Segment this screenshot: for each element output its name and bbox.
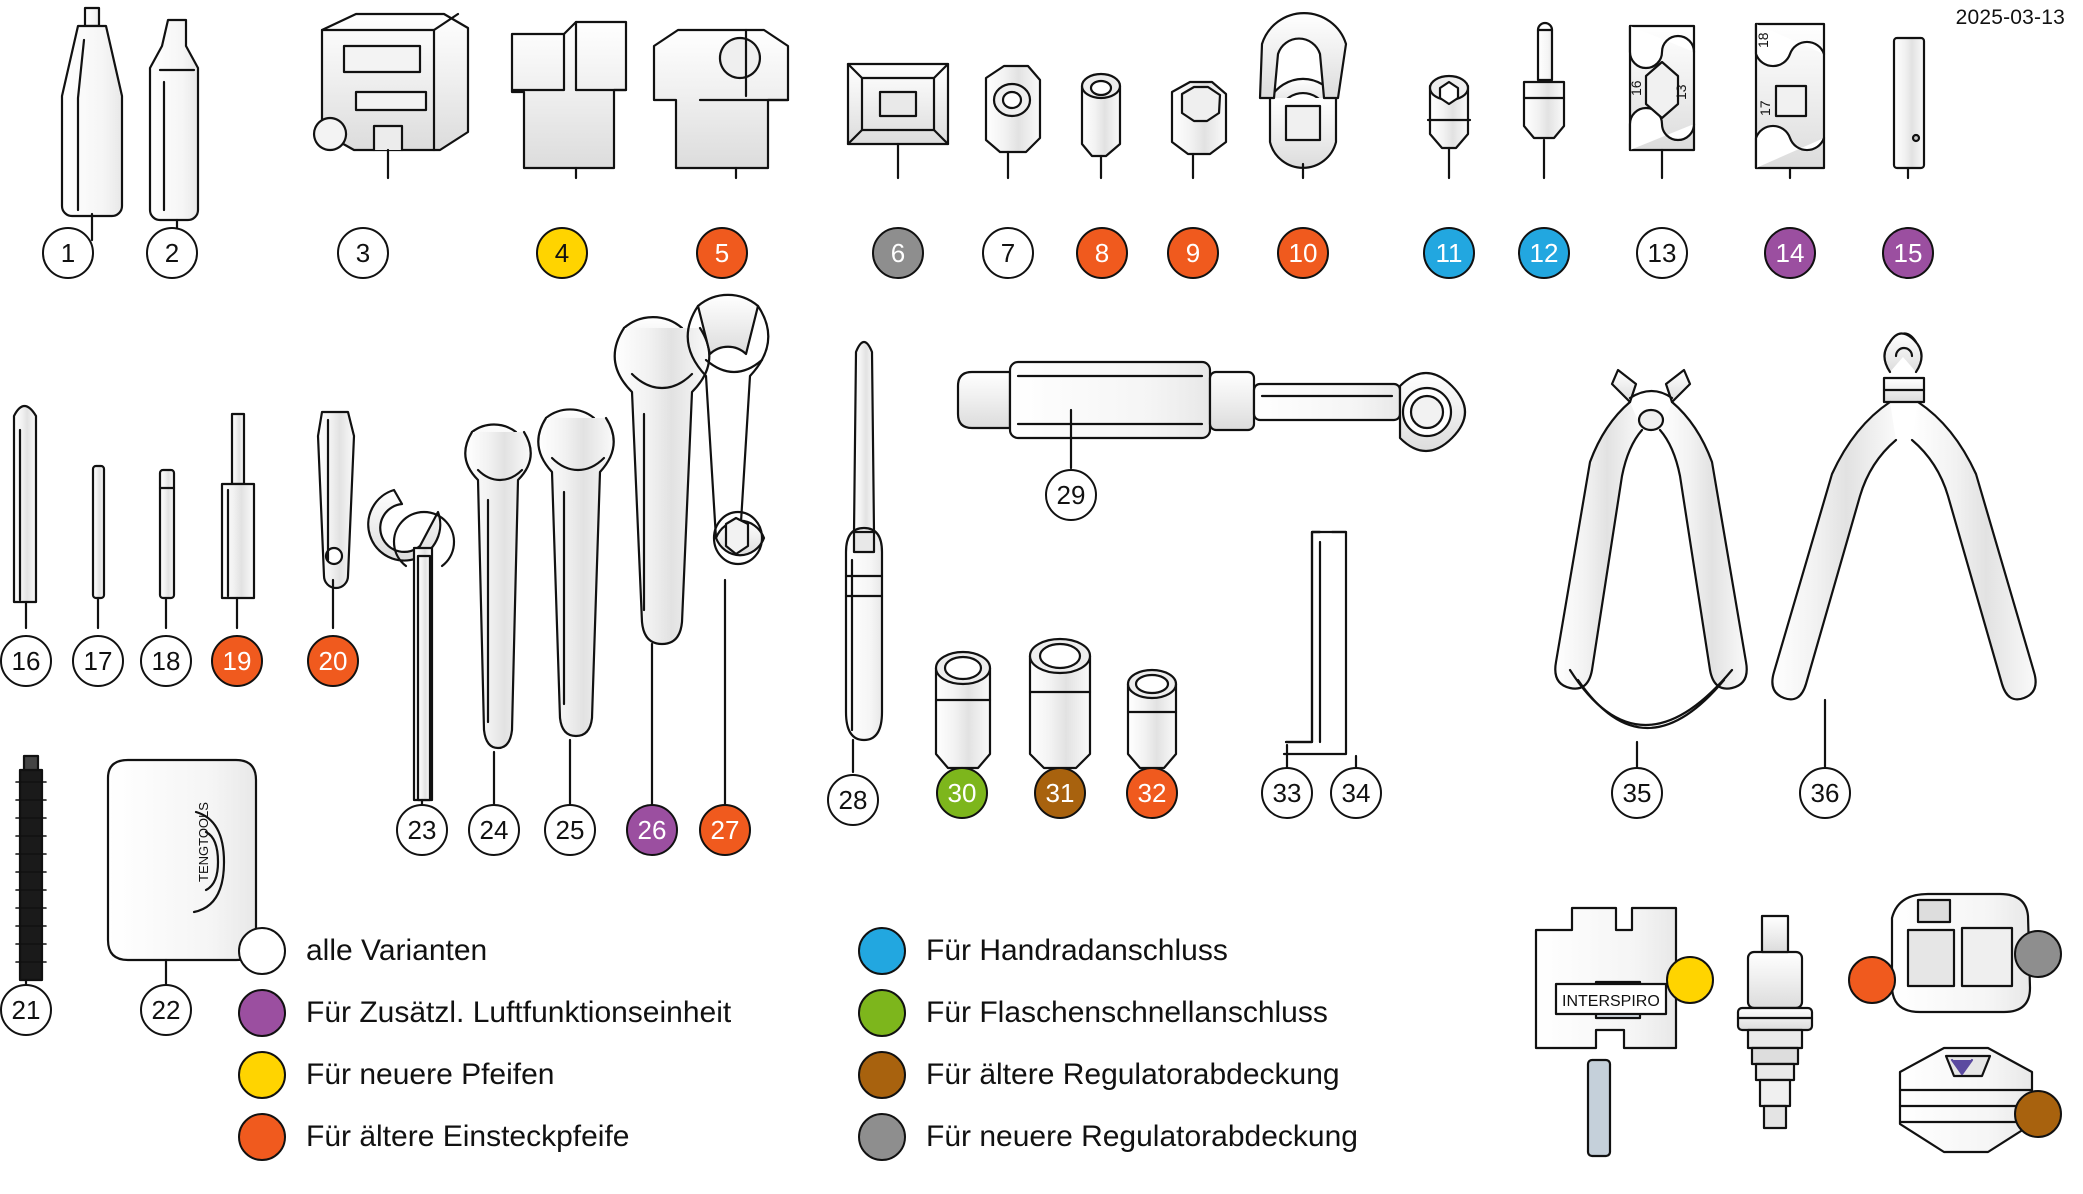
callout-16[interactable]: [0, 635, 52, 687]
callout-number: 21: [11, 994, 41, 1025]
callout-35[interactable]: [1611, 767, 1663, 819]
tool-16-punch: [14, 406, 36, 602]
legend-dot-blue: [858, 927, 906, 975]
callout-number: 24: [479, 814, 509, 845]
callout-number: 29: [1056, 479, 1086, 510]
callout-7[interactable]: [982, 227, 1034, 279]
callout-number: 19: [222, 645, 252, 676]
callout-number: 6: [890, 237, 906, 268]
legend-item-green: [858, 989, 1518, 1037]
tool-33-hex-key: [1286, 532, 1320, 742]
callout-25[interactable]: [544, 804, 596, 856]
callout-5[interactable]: [696, 227, 748, 279]
marker-dot-yellow: [1666, 956, 1714, 1004]
tool-3-bracket: [314, 14, 468, 150]
legend-item-yellow: [238, 1051, 858, 1099]
tool-28-screwdriver: [846, 342, 882, 740]
callout-28[interactable]: [827, 774, 879, 826]
tool-22-pouch: [108, 760, 256, 960]
tool-31-socket: [1030, 639, 1090, 768]
marker-dot-brown: [2014, 1090, 2062, 1138]
callout-number: 5: [714, 237, 730, 268]
tool-18-pin: [160, 470, 174, 598]
tool-29-torque-wrench: [958, 362, 1465, 451]
callout-29[interactable]: [1045, 469, 1097, 521]
tool-21-brush: [16, 756, 46, 980]
legend-label: Für ältere Regulatorabdeckung: [926, 1058, 1340, 1091]
svg-text:16: 16: [1628, 80, 1644, 96]
callout-32[interactable]: [1126, 767, 1178, 819]
tool-23-wrench: [368, 490, 454, 800]
svg-text:17: 17: [1757, 100, 1773, 116]
callout-number: 27: [710, 814, 740, 845]
legend-label: Für neuere Regulatorabdeckung: [926, 1120, 1358, 1153]
callout-1[interactable]: [42, 227, 94, 279]
legend-dot-white: [238, 927, 286, 975]
tool-7-socket: [986, 66, 1040, 152]
tool-12-bit-socket: [1524, 23, 1564, 138]
tool-32-socket: [1128, 670, 1176, 768]
marker-dot-gray: [2014, 930, 2062, 978]
callout-number: 18: [151, 645, 181, 676]
graphic-regulator-cover-new: [1892, 894, 2030, 1012]
legend-label: Für Handradanschluss: [926, 934, 1228, 967]
tool-2-bottle: [150, 20, 198, 220]
callout-15[interactable]: [1882, 227, 1934, 279]
callout-number: 28: [838, 784, 868, 815]
graphic-regulator-cover-old: [1900, 1048, 2032, 1152]
tool-35-strap-pliers: [1555, 370, 1746, 728]
callout-number: 10: [1288, 237, 1318, 268]
legend-dot-yellow: [238, 1051, 286, 1099]
callout-22[interactable]: [140, 984, 192, 1036]
graphic-valve-connector: [1738, 916, 1812, 1128]
callout-number: 36: [1810, 777, 1840, 808]
callout-6[interactable]: [872, 227, 924, 279]
callout-27[interactable]: [699, 804, 751, 856]
callout-23[interactable]: [396, 804, 448, 856]
tool-20-lever: [318, 412, 354, 588]
callout-18[interactable]: [140, 635, 192, 687]
tool-4-block: [512, 22, 626, 168]
tool-13-spanner-plate: [1628, 26, 1694, 150]
callout-number: 16: [11, 645, 41, 676]
callout-30[interactable]: [936, 767, 988, 819]
callout-31[interactable]: [1034, 767, 1086, 819]
tool-24-wrench: [465, 424, 530, 748]
callout-20[interactable]: [307, 635, 359, 687]
callout-number: 23: [407, 814, 437, 845]
callout-number: 25: [555, 814, 585, 845]
callout-number: 2: [164, 237, 180, 268]
legend-dot-green: [858, 989, 906, 1037]
svg-text:13: 13: [1673, 84, 1689, 100]
callout-number: 22: [151, 994, 181, 1025]
callout-number: 26: [637, 814, 667, 845]
callout-number: 12: [1529, 237, 1559, 268]
svg-text:TENGTOOLS: TENGTOOLS: [196, 802, 211, 882]
callout-14[interactable]: [1764, 227, 1816, 279]
callout-number: 30: [947, 777, 977, 808]
callout-number: 13: [1647, 237, 1677, 268]
tool-17-pin: [93, 466, 104, 598]
legend-dot-gray: [858, 1113, 906, 1161]
legend-item-gray: [858, 1113, 1518, 1161]
marker-dot-orange: [1848, 956, 1896, 1004]
tool-15-bar: [1894, 38, 1924, 168]
tool-34-hex-key: [1284, 532, 1346, 754]
callout-number: 4: [554, 237, 570, 268]
tool-26-wrench: [615, 317, 710, 644]
callout-26[interactable]: [626, 804, 678, 856]
tool-36-circlip-pliers: [1772, 333, 2035, 699]
callout-number: 34: [1341, 777, 1371, 808]
callout-number: 8: [1094, 237, 1110, 268]
tool-9-hex-socket: [1172, 82, 1226, 154]
tool-8-socket: [1082, 74, 1120, 156]
callout-number: 3: [355, 237, 371, 268]
callout-number: 17: [83, 645, 113, 676]
callout-number: 32: [1137, 777, 1167, 808]
legend-label: Für Zusätzl. Luftfunktionseinheit: [306, 996, 732, 1029]
callout-number: 35: [1622, 777, 1652, 808]
callout-19[interactable]: [211, 635, 263, 687]
callout-12[interactable]: [1518, 227, 1570, 279]
svg-text:INTERSPIRO: INTERSPIRO: [1562, 993, 1660, 1010]
tool-5-holder: [654, 30, 788, 168]
callout-36[interactable]: [1799, 767, 1851, 819]
legend-item-brown: [858, 1051, 1518, 1099]
callout-11[interactable]: [1423, 227, 1475, 279]
legend-dot-brown: [858, 1051, 906, 1099]
callout-number: 33: [1272, 777, 1302, 808]
legend-dot-purple: [238, 989, 286, 1037]
callout-number: 20: [318, 645, 348, 676]
callout-8[interactable]: [1076, 227, 1128, 279]
tool-11-socket: [1428, 76, 1470, 148]
legend-item-white: [238, 927, 858, 975]
legend-item-blue: [858, 927, 1518, 975]
callout-number: 11: [1435, 237, 1463, 268]
callout-number: 15: [1893, 237, 1923, 268]
legend-label: alle Varianten: [306, 934, 488, 967]
tool-14-spanner-plate: [1755, 24, 1824, 168]
callout-21[interactable]: [0, 984, 52, 1036]
callout-9[interactable]: [1167, 227, 1219, 279]
callout-number: 7: [1000, 237, 1016, 268]
callout-10[interactable]: [1277, 227, 1329, 279]
legend: [238, 920, 1568, 1168]
callout-number: 1: [60, 237, 76, 268]
callout-3[interactable]: [337, 227, 389, 279]
callout-34[interactable]: [1330, 767, 1382, 819]
tool-6-plate: [848, 64, 948, 144]
legend-item-orange: [238, 1113, 858, 1161]
callout-17[interactable]: [72, 635, 124, 687]
tool-19-punch: [222, 414, 254, 598]
legend-item-purple: [238, 989, 858, 1037]
tool-10-crowfoot-wrench: [1260, 13, 1346, 168]
callout-number: 9: [1185, 237, 1201, 268]
legend-label: Für ältere Einsteckpfeife: [306, 1120, 630, 1153]
callout-number: 14: [1775, 237, 1805, 268]
date-stamp: 2025-03-13: [1955, 6, 2065, 29]
tool-30-socket: [936, 652, 990, 768]
callout-2[interactable]: [146, 227, 198, 279]
tool-1-grease-tube: [62, 8, 122, 216]
tool-25-wrench: [538, 409, 613, 736]
legend-label: Für neuere Pfeifen: [306, 1058, 555, 1091]
legend-label: Für Flaschenschnellanschluss: [926, 996, 1328, 1029]
callout-24[interactable]: [468, 804, 520, 856]
callout-number: 31: [1045, 777, 1075, 808]
callout-4[interactable]: [536, 227, 588, 279]
svg-text:18: 18: [1755, 32, 1771, 48]
callout-33[interactable]: [1261, 767, 1313, 819]
legend-dot-orange: [238, 1113, 286, 1161]
tool-23-body: [418, 556, 430, 800]
callout-13[interactable]: [1636, 227, 1688, 279]
